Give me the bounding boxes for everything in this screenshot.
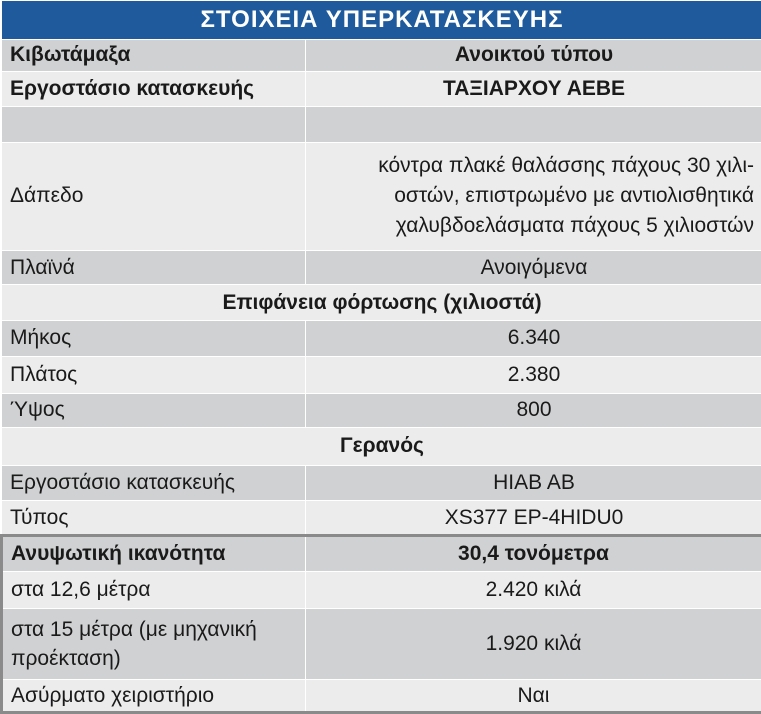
floor-value: κόντρα πλακέ θαλάσσης πάχους 30 χιλι-οστών, επιστρωμένο με αντιολισθητικά χαλυβδοελάσματα πάχους 5 χιλιοστών: [306, 142, 761, 251]
empty-row: [2, 106, 761, 142]
crane-manufacturer-label: Εργοστάσιο κατασκευής: [2, 465, 306, 500]
table-row: [2, 536, 761, 572]
table-row: [2, 680, 761, 713]
height-value: 800: [306, 393, 761, 427]
section-heading-row: [2, 427, 761, 465]
table-row: [2, 142, 761, 251]
capacity-label: Ανυψωτική ικανότητα: [2, 536, 306, 572]
box-value: Ανοικτού τύπου: [306, 40, 761, 72]
table-title: ΣΤΟΙΧΕΙΑ ΥΠΕΡΚΑΤΑΣΚΕΥΗΣ: [2, 1, 761, 40]
length-value: 6.340: [306, 321, 761, 357]
width-value: 2.380: [306, 356, 761, 393]
table-row: [2, 71, 761, 106]
table-title-row: [2, 1, 761, 40]
crane-heading: Γερανός: [2, 427, 761, 465]
table-row: [2, 465, 761, 500]
table-row: [2, 251, 761, 285]
table-row: [2, 609, 761, 680]
empty-cell: [306, 106, 761, 142]
table-row: [2, 321, 761, 357]
manufacturer-label: Εργοστάσιο κατασκευής: [2, 71, 306, 106]
capacity-value: 30,4 τονόμετρα: [306, 536, 761, 572]
loading-surface-heading: Επιφάνεια φόρτωσης (χιλιοστά): [2, 285, 761, 321]
length-label: Μήκος: [2, 321, 306, 357]
crane-manufacturer-value: HIAB AB: [306, 465, 761, 500]
remote-value: Ναι: [306, 680, 761, 713]
capacity-15-label: στα 15 μέτρα (με μηχανική προέκταση): [2, 609, 306, 680]
table-row: [2, 500, 761, 536]
table-row: [2, 393, 761, 427]
empty-cell: [2, 106, 306, 142]
height-label: Ύψος: [2, 393, 306, 427]
remote-label: Ασύρματο χειριστήριο: [2, 680, 306, 713]
sides-value: Ανοιγόμενα: [306, 251, 761, 285]
floor-label: Δάπεδο: [2, 142, 306, 251]
section-heading-row: [2, 285, 761, 321]
crane-type-label: Τύπος: [2, 500, 306, 536]
capacity-12-6-label: στα 12,6 μέτρα: [2, 572, 306, 609]
capacity-15-value: 1.920 κιλά: [306, 609, 761, 680]
capacity-12-6-value: 2.420 κιλά: [306, 572, 761, 609]
table-row: [2, 40, 761, 72]
width-label: Πλάτος: [2, 356, 306, 393]
table-row: [2, 572, 761, 609]
table-row: [2, 356, 761, 393]
manufacturer-value: ΤΑΞΙΑΡΧΟΥ ΑΕΒΕ: [306, 71, 761, 106]
crane-type-value: XS377 EP-4HIDU0: [306, 500, 761, 536]
box-label: Κιβωτάμαξα: [2, 40, 306, 72]
sides-label: Πλαϊνά: [2, 251, 306, 285]
